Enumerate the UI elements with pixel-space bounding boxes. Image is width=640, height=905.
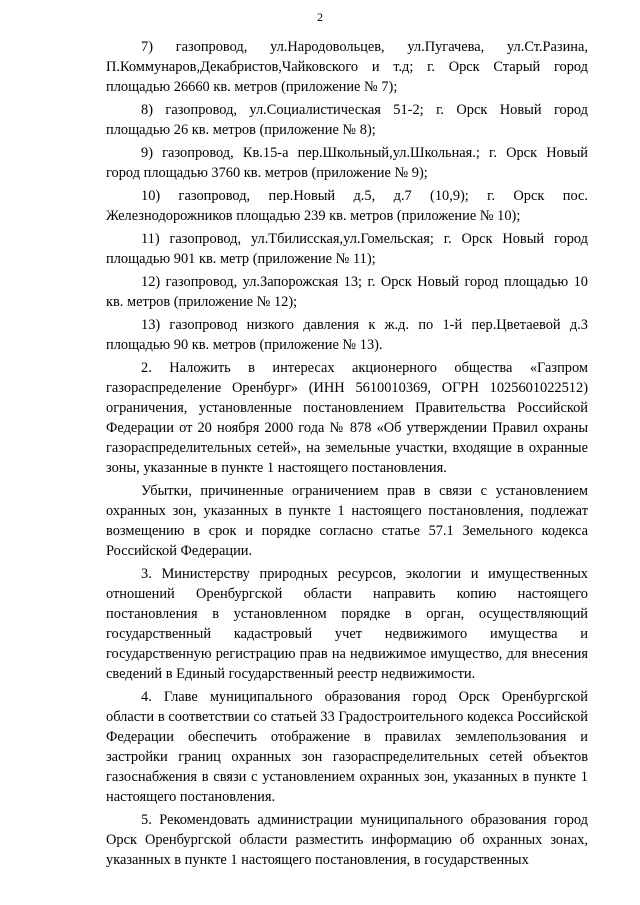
paragraph-section-2: 2. Наложить в интересах акционерного общества «Газпром газораспределение Оренбург» (ИНН 5610010369, ОГРН 1025601022512) ограничения, установленные постановлением Правительства Российской Федерации от 20 ноября 2000 года № 878 «Об утверждении Правил охраны газораспределительных сетей», на земельные участки, входящие в охранные зоны, указанные в пункте 1 настоящего постановления. xyxy=(106,360,588,476)
paragraph-item-11: 11) газопровод, ул.Тбилисская,ул.Гомельская; г. Орск Новый город площадью 901 кв. метр (приложение № 11); xyxy=(106,231,588,267)
paragraph-item-7: 7) газопровод, ул.Народовольцев, ул.Пугачева, ул.Ст.Разина, П.Коммунаров,Декабристов,Чайковского и т.д; г. Орск Старый город площадью 26660 кв. метров (приложение № 7); xyxy=(106,39,588,95)
paragraph-damages: Убытки, причиненные ограничением прав в связи с установлением охранных зон, указанных в пункте 1 настоящего постановления, подлежат возмещению в срок и порядке согласно статье 57.1 Земельного кодекса Российской Федерации. xyxy=(106,483,588,559)
document-body xyxy=(106,37,588,873)
paragraph-item-9: 9) газопровод, Кв.15-а пер.Школьный,ул.Школьная.; г. Орск Новый город площадью 3760 кв. метров (приложение № 9); xyxy=(106,145,588,181)
paragraph-item-10: 10) газопровод, пер.Новый д.5, д.7 (10,9); г. Орск пос. Железнодорожников площадью 239 кв. метров (приложение № 10); xyxy=(106,188,588,224)
paragraph-item-8: 8) газопровод, ул.Социалистическая 51-2; г. Орск Новый город площадью 26 кв. метров (приложение № 8); xyxy=(106,102,588,138)
paragraph-item-13: 13) газопровод низкого давления к ж.д. по 1-й пер.Цветаевой д.3 площадью 90 кв. метров (приложение № 13). xyxy=(106,317,588,353)
paragraph-item-12: 12) газопровод, ул.Запорожская 13; г. Орск Новый город площадью 10 кв. метров (приложение № 12); xyxy=(106,274,588,310)
paragraph-section-3: 3. Министерству природных ресурсов, экологии и имущественных отношений Оренбургской области направить копию настоящего постановления в установленном порядке в орган, осуществляющий государственный кадастровый учет недвижимого имущества и государственную регистрацию прав на недвижимое имущество, для внесения сведений в Единый государственный реестр недвижимости. xyxy=(106,566,588,682)
page-number: 2 xyxy=(317,10,323,24)
paragraph-section-4: 4. Главе муниципального образования город Орск Оренбургской области в соответствии со статьей 33 Градостроительного кодекса Российской Федерации обеспечить отображение в правилах землепользования и застройки границ охранных зон газораспределительных сетей объектов газоснабжения в связи с установлением охранных зон, указанных в пункте 1 настоящего постановления. xyxy=(106,689,588,805)
paragraph-section-5: 5. Рекомендовать администрации муниципального образования город Орск Оренбургской области разместить информацию об охранных зонах, указанных в пункте 1 настоящего постановления, в государственных xyxy=(106,812,588,868)
